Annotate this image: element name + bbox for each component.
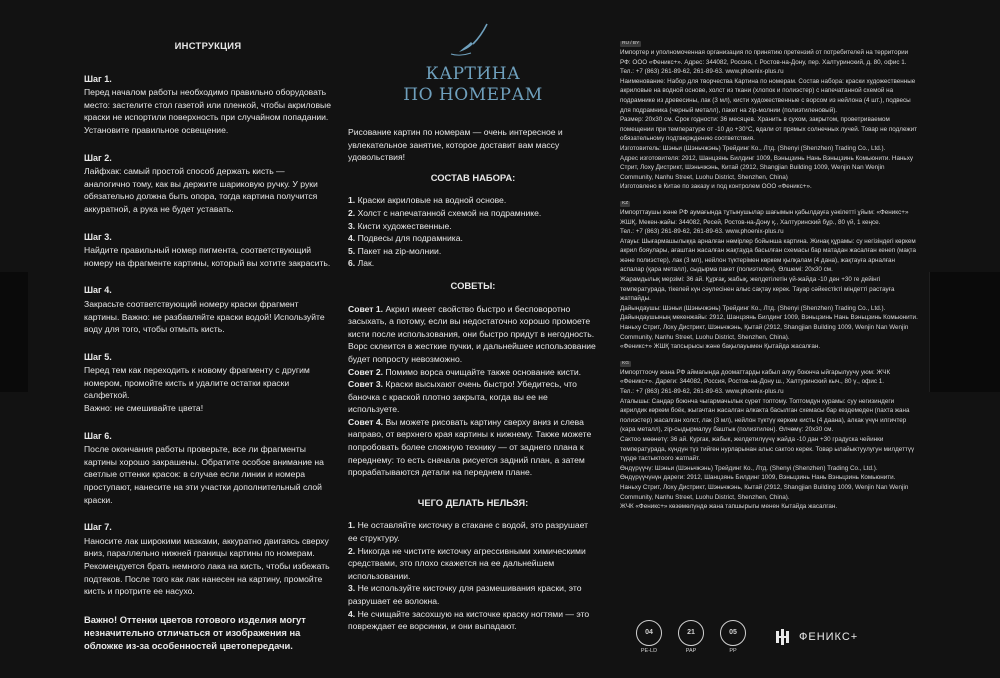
color-warning: Важно! Оттенки цветов готового изделия могут незначительно отличаться от изображения на обложке из-за особенностей цветопередачи. [84,613,306,651]
legal-line: Наименование: Набор для творчества Картина по номерам. Состав набора: краски художественные акриловые на водной основе, холст из ткани (хлопок и полиэстер) с напечатанной схемой на подрамнике из древесины, лак (3 мл), кисти художественные с ворсом из нейлона (4 шт.), подвесы для подрамника (черный металл), пакет на zip-молнии (полиэтиленовый). [620,77,916,114]
step-title: Шаг 5. [84,351,112,362]
brand-name: ФЕНИКС+ [799,630,859,643]
dont-list [348,519,598,632]
title-line-1: КАРТИНА [425,64,521,84]
step-title: Шаг 3. [84,231,112,242]
step [84,152,332,216]
step-text: Наносите лак широкими мазками, аккуратно двигаясь сверху вниз, параллельно нижней границы картины по номерам. Рекомендуется брать немного лака на кисть, чтобы избежать подтеков. После того как лак нанесен на картину, промойте кисть и протрите ее насухо. [84,535,330,597]
product-title [348,64,598,106]
legal-line: Адрес изготовителя: 2912, Шанцзянь Билдинг 1009, Вэньцзинь Нань Вэньцзинь Комьюнити. Наньху Стрит, Лоху Дистрикт, Шэньчжэнь, Китай (2912, Shangjian Building 1009, Wenjin Nan Wenjin Community, Nanhu Street, Luohu District, Shenzhen, China) [620,154,914,181]
list-item: 2. Никогда не чистите кисточку агрессивными химическими средствами, это плохо скажется на ее дальнейшем использовании. [348,545,586,581]
tip: Совет 3. Краски высыхают очень быстро! Убедитесь, что баночка с краской плотно закрыта, когда вы ее не используете. [348,379,577,415]
legal-section-kz [620,198,918,352]
language-tag: KG [622,360,629,366]
step-title: Шаг 2. [84,152,112,163]
tip: Совет 2. Помимо ворса очищайте также основание кисти. [348,366,582,377]
legal-section-kg [620,358,918,512]
step [84,231,332,270]
step-title: Шаг 7. [84,522,112,533]
legal-line: Жарамдылық мерзімі: 36 ай. Құрғақ, жабық, желдетілетін үй-жайда -10 ден +30 ге дейінгі температурада, тікелей күн сәулесінен алыс сақтау керек. Тауар сәйкестікті міндетті растауға жатпайды. [620,276,895,303]
left-flap [0,272,28,392]
legal-line: Сактоо мөөнөтү: 36 ай. Кургак, жабык, желдетилүүчү жайда -10 дан +30 градуска чейинки температурада, күндүн түз тийген нурларынан алыс сактоо керек. Товар ылайыктуулугун милдеттүү түрдө тастыктоого жатпайт. [620,435,915,463]
step-text: Перед началом работы необходимо правильно оборудовать место: застелите стол газетой или пленкой, чтобы акриловые краски не испортили поверхность при случайном попадании. Установите правильное освещение. [84,87,331,135]
step-text: Перед тем как переходить к новому фрагменту с другим номером, промойте кисть и удалите остатки краски салфеткой. [84,365,310,401]
legal-line: Размер: 20x30 см. Срок годности: 36 месяцев. Хранить в сухом, закрытом, проветриваемом помещении при температуре от -10 до +30°С, вдали от прямых солнечных лучей. Товар не подлежит обязательному подтверждению соответствия. [620,116,918,143]
step [84,284,332,335]
list-item: 2. Холст с напечатанной схемой на подрамнике. [348,207,542,218]
language-tag: RU / BY [622,41,640,46]
step [84,73,332,137]
center-column [348,20,598,633]
legal-line: Тел.: +7 (863) 261-89-62, 261-89-63. www.phoenix-plus.ru [620,228,784,236]
step [84,430,332,507]
legal-line: Импорттаушы және РФ аумағында тұтынушылар шағымын қабылдауға уәкілетті ұйым: «Феникс+» ЖШҚ. Мекен-жайы: 344082, Ресей, Ростов-на-Дону қ., Халтуринский бұр., 80 үй, 1 кеңсе. [620,208,909,226]
brand-logo [775,628,858,646]
list-item: 3. Не используйте кисточку для размешивания краски, это разрушает ее волокна. [348,583,582,606]
step [84,521,332,598]
kit-list [348,194,598,270]
legal-line: Импортер и уполномоченная организация по принятию претензий от потребителей на территории РФ: ООО «Феникс+». Адрес: 344082, Россия, г. Ростов-на-Дону, пер. Халтуринский, д. 80, офис 1. [620,49,909,66]
step-text: После окончания работы проверьте, все ли фрагменты картины хорошо закрашены. Обратите особое внимание на светлые оттенки красок: в случае если линии и номера проступают, нанесите на эти участки дополнительный слой краски. [84,444,324,505]
legal-line: Дайындаушы: Шэньи (Шэньчжэнь) Трейдинг Ко., Лтд. (Shenyi (Shenzhen) Trading Co., Ltd.). Дайындаушының мекенжайы: 2912, Шанцзянь Билдинг 1009, Вэньцзинь Нань Вэньцзинь Комьюнити. Наньху Стрит, Лоху Дистрикт, Шэньчжэнь, Қытай (2912, Shangjian Building 1009, Wenjin Nan Wenjin Community, Nanhu Street, Luohu District, Shenzhen, China). [620,304,918,341]
legal-line: «Феникс+» ЖШҚ тапсырысы және бақылауымен Қытайда жасалған. [620,343,821,351]
list-item: 4. Подвесы для подрамника. [348,233,463,244]
footer [627,620,927,660]
step-title: Шаг 1. [84,73,112,84]
list-item: 1. Краски акриловые на водной основе. [348,195,507,206]
tip: Совет 1. Акрил имеет свойство быстро и бесповоротно засыхать, а потому, если вы недостаточно хорошо промоете кисти после использования, они быстро придут в негодность. Ворс склеится в жесткие пучки, и дальнейшее использование будет попросту невозможно. [348,303,596,364]
list-item: 3. Кисти художественные. [348,220,452,231]
language-tag: KZ [622,200,629,206]
dont-heading: ЧЕГО ДЕЛАТЬ НЕЛЬЗЯ: [417,496,529,508]
legal-line: Импорттоочу жана РФ аймагында дооматтарды кабыл алуу боюнча ыйгарылуучу уюм: ЖЧК «Феникс+». Дареги: 344082, Россия, Ростов-на-Дону ш., Халтуринский кыч., 80 ү., офис 1. [620,368,891,386]
legal-line: Изготовитель: Шэньи (Шэньчжэнь) Трейдинг Ко., Лтд. (Shenyi (Shenzhen) Trading Co., Ltd.). [620,144,886,152]
list-item: 6. Лак. [348,258,375,269]
legal-line: Аталышы: Сандар боюнча чыгармачылык сүрөт топтому. Топтомдун курамы: суу негизиндеги акрилдик көркөм боёк, жыгачтан жасалган алкакта басылган схемасы бар кездемеден (пахта жана полиэстер) жасалган холст, лак (3 мл), нейлон түктүү көркөм кисть (4 даана), алкак үчүн илгичтер (кара металл), zip-сыдырмалуу баштык (полиэтилен). Өлчөмү: 20х30 см. [620,397,910,434]
legal-line: Изготовлено в Китае по заказу и под контролем ООО «Феникс+». [620,183,812,191]
step-text: Лайфхак: самый простой способ держать кисть — аналогично тому, как вы держите шариковую ручку. У руки обязательно должна быть опора, тогда картина получится аккуратной, а рука не будет уставать. [84,166,318,214]
step [84,351,332,415]
legal-section-ru [620,38,918,192]
step-text: Закрасьте соответствующий номеру краски фрагмент картины. Важно: не разбавляйте краски водой! Используйте воду для того, чтобы отмыть кисть. [84,298,325,335]
recycle-icon: 21 PAP [669,620,713,654]
legal-line: Тел.: +7 (863) 261-89-62, 261-89-63. www.phoenix-plus.ru [620,388,784,395]
paintbrush-icon [443,20,503,60]
intro-text: Рисование картин по номерам — очень интересное и увлекательное занятие, которое доставит вам массу удовольствия! [348,127,563,163]
step-text: Найдите правильный номер пигмента, соответствующий номеру на фрагменте картины, который вы хотите закрасить. [84,245,331,268]
legal-column [620,38,918,518]
tip: Совет 4. Вы можете рисовать картину сверху вниз и слева направо, от верхнего края картины к нижнему. Также можете попробовать более сложную технику — от заднего плана к переднему: то есть сначала рисуется задний план, а затем прорабатываются детали на переднем плане. [348,416,592,478]
tips-heading: СОВЕТЫ: [450,279,496,291]
kit-heading: СОСТАВ НАБОРА: [430,171,516,183]
legal-line: Тел.: +7 (863) 261-89-62, 261-89-63. www.phoenix-plus.ru [620,68,784,76]
instructions-column [84,40,332,652]
phoenix-logo-icon [775,628,793,646]
recycle-icon: 05 PP [711,620,755,654]
instructions-heading: ИНСТРУКЦИЯ [174,40,242,51]
legal-line: Өндүрүүчү: Шэньи (Шэньчжэнь) Трейдинг Ко., Лтд. (Shenyi (Shenzhen) Trading Co., Ltd.). Өндүрүүчүнүн дареги: 2912, Шанцзянь Билдинг 1009, Вэньцзинь Нань Вэньцзинь Комьюнити. Наньху Стрит, Лоху Дистрикт, Шэньчжэнь, Кытай (2912, Shangjian Building 1009, Wenjin Nan Wenjin Community, Nanhu Street, Luohu District, Shenzhen, China). [620,464,909,501]
list-item: 1. Не оставляйте кисточку в стакане с водой, это разрушает ее структуру. [348,520,589,544]
recycle-icon: 04 PE-LD [627,620,671,654]
legal-line: Атауы: Шығармашылыққа арналған нөмірлер бойынша картина. Жинақ құрамы: су негізіндегі көркем акрил бояулары, ағаштан жасалған жақтауда басылған схемасы бар матадан жасалған кенеп (мақта және полиэстер), лак (3 мл), нейлон түктерімен көркем қылқалам (4 дана), жақтауға арналған аспалар (қара металл), сыдырма пакет (полиэтилен). Өлшемі: 20х30 см. [620,237,916,274]
legal-line: ЖЧК «Феникс+» көзөмөлүндө жана тапшырыгы менен Кытайда жасалган. [620,503,838,511]
right-flap [929,272,1000,392]
list-item: 4. Не счищайте засохшую на кисточке краску ногтями — это повреждает ее ворсинки, и они выпадают. [348,608,590,632]
step-title: Шаг 4. [84,285,112,296]
title-line-2: ПО НОМЕРАМ [403,85,543,105]
step-extra: Важно: не смешивайте цвета! [84,403,204,414]
list-item: 5. Пакет на zip-молнии. [348,245,442,256]
step-title: Шаг 6. [84,430,112,441]
